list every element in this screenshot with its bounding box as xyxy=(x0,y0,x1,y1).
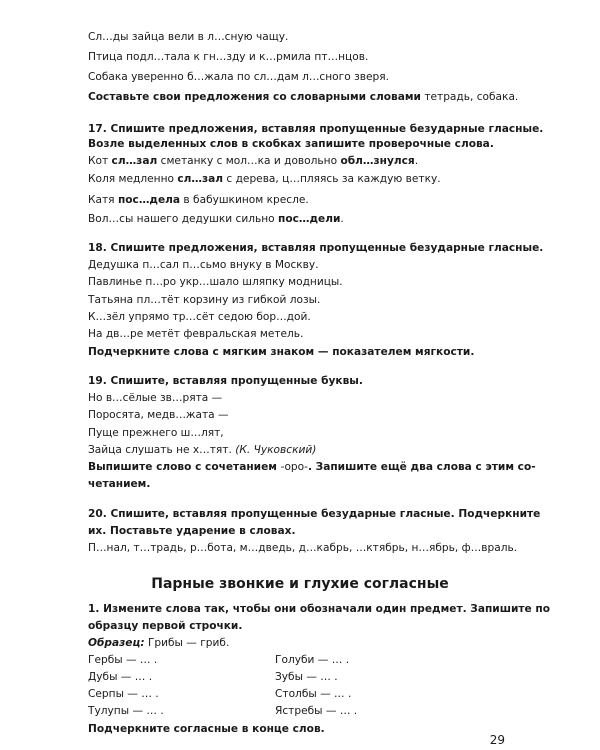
sentence: К…зёл упрямо тр…сёт седою бор…дой. xyxy=(88,311,311,323)
text: с дерева, ц…пляясь за каждую ветку. xyxy=(223,173,441,185)
sentence: Татьяна пл…тёт корзину из гибкой лозы. xyxy=(88,294,321,306)
word-item: Голуби — … . xyxy=(275,654,350,666)
poem-line: Но в…сёлые зв…рята — xyxy=(88,392,223,404)
task-instruction: Подчеркните слова с мягким знаком — показателем мягкости. xyxy=(88,346,475,358)
text: Зайца слушать не х…тят. xyxy=(88,444,232,456)
word-list: П…нал, т…традь, р…бота, м…дведь, д…кабрь, …ктябрь, н…ябрь, ф…враль. xyxy=(88,542,518,554)
sample-text: Грибы — гриб. xyxy=(144,637,230,649)
sample-line xyxy=(88,636,229,651)
exercise-17-title: 17. Спишите предложения, вставляя пропущенные безударные гласные. xyxy=(88,123,544,135)
text: сметанку с мол…ка и довольно xyxy=(157,155,341,167)
text: Коля медленно xyxy=(88,173,178,185)
sentence: Птица подл…тала к гн…зду и к…рмила пт…нцов. xyxy=(88,51,369,63)
page-number: 29 xyxy=(489,733,505,747)
task-bold: Выпишите слово с сочетанием xyxy=(88,461,281,473)
task-instruction: Подчеркните согласные в конце слов. xyxy=(88,723,325,735)
highlighted-word: пос…дела xyxy=(117,194,181,206)
exercise-19-title: 19. Спишите, вставляя пропущенные буквы. xyxy=(88,375,363,387)
word-item: Гербы — … . xyxy=(88,654,158,666)
word-item: Дубы — … . xyxy=(88,671,153,683)
highlighted-word: сл…зал xyxy=(111,155,158,167)
poem-author: (К. Чуковский) xyxy=(235,444,317,456)
sentence xyxy=(88,193,309,208)
sentence: На дв…ре метёт февральская метель. xyxy=(88,328,304,340)
poem-line xyxy=(88,443,316,458)
word-item: Ястребы — … . xyxy=(275,705,358,717)
task-instruction xyxy=(88,460,536,475)
task-rest: тетрадь, собака. xyxy=(420,91,519,103)
sentence: Павлинье п…ро укр…шало шляпку модницы. xyxy=(88,276,343,288)
task-bold: . Запишите ещё два слова с этим со- xyxy=(307,461,536,473)
highlighted-word: сл…зал xyxy=(177,173,224,185)
exercise-20-title: их. Поставьте ударение в словах. xyxy=(88,525,296,537)
task-instruction: четанием. xyxy=(88,478,151,490)
word-item: Тулупы — … . xyxy=(88,705,164,717)
sentence: Дедушка п…сал п…сьмо внуку в Москву. xyxy=(88,259,319,271)
exercise-1-title: 1. Измените слова так, чтобы они обозначали один предмет. Запишите по xyxy=(88,603,550,615)
sample-label: Образец: xyxy=(88,637,145,649)
text: . xyxy=(414,155,419,167)
task-bold: Составьте свои предложения со словарными словами xyxy=(88,91,421,103)
highlighted-word: пос…дели xyxy=(278,213,341,225)
exercise-18-title: 18. Спишите предложения, вставляя пропущенные безударные гласные. xyxy=(88,242,544,254)
sentence xyxy=(88,212,344,227)
text: в бабушкином кресле. xyxy=(180,194,309,206)
exercise-1-title: образцу первой строчки. xyxy=(88,620,243,632)
highlighted-word: обл…знулся xyxy=(340,155,415,167)
exercise-20-title: 20. Спишите, вставляя пропущенные безударные гласные. Подчеркните xyxy=(88,508,541,520)
text: Вол…сы нашего дедушки сильно xyxy=(88,213,278,225)
word-item: Серпы — … . xyxy=(88,688,159,700)
section-title: Парные звонкие и глухие согласные xyxy=(151,576,449,592)
word-item: Столбы — … . xyxy=(275,688,352,700)
text: Кот xyxy=(88,155,112,167)
sentence xyxy=(88,154,418,169)
task-instruction xyxy=(88,90,518,105)
poem-line: Поросята, медв…жата — xyxy=(88,409,229,421)
task-pattern: -оро- xyxy=(280,461,308,473)
sentence: Сл…ды зайца вели в л…сную чащу. xyxy=(88,31,289,43)
text: Катя xyxy=(88,194,118,206)
word-item: Зубы — … . xyxy=(275,671,338,683)
exercise-17-title: Возле выделенных слов в скобках запишите проверочные слова. xyxy=(88,138,494,150)
sentence xyxy=(88,172,441,187)
poem-line: Пуще прежнего ш…лят, xyxy=(88,427,224,439)
sentence: Собака уверенно б…жала по сл…дам л…сного зверя. xyxy=(88,71,389,83)
text: . xyxy=(340,213,344,225)
